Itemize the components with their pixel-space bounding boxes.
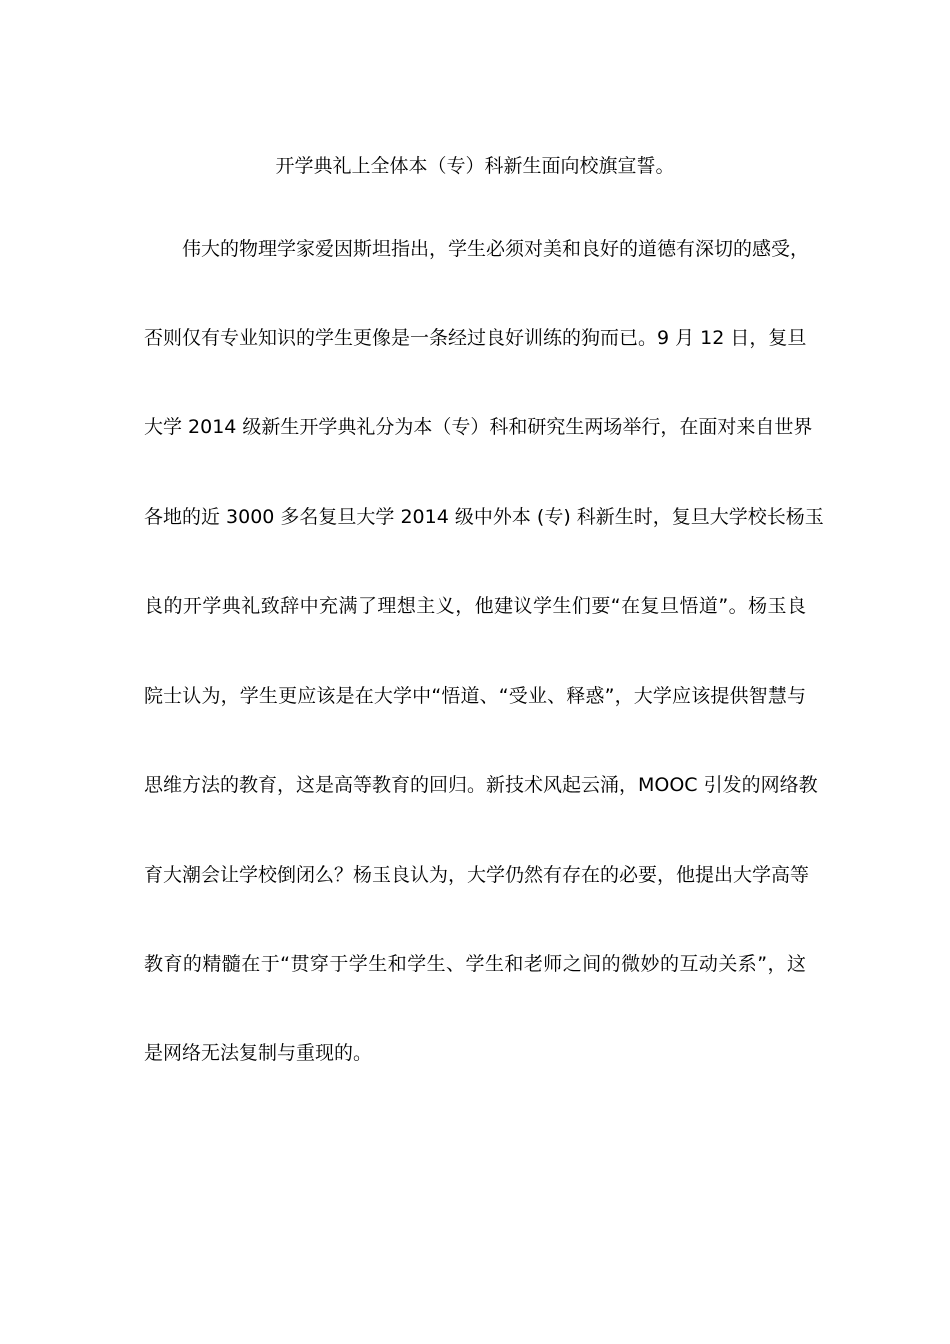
paragraph-line-7: 思维方法的教育，这是高等教育的回归。新技术风起云涌，MOOC 引发的网络教 — [144, 774, 818, 796]
paragraph-line-5: 良的开学典礼致辞中充满了理想主义，他建议学生们要“在复旦悟道”。杨玉良 — [144, 595, 806, 617]
paragraph-line-1: 伟大的物理学家爱因斯坦指出，学生必须对美和良好的道德有深切的感受， — [182, 238, 810, 260]
paragraph-line-9: 教育的精髓在于“贯穿于学生和学生、学生和老师之间的微妙的互动关系”，这 — [144, 953, 806, 975]
paragraph-line-6: 院士认为，学生更应该是在大学中“悟道、“受业、释惑”，大学应该提供智慧与 — [144, 685, 806, 707]
paragraph-line-8: 育大潮会让学校倒闭么？杨玉良认为，大学仍然有存在的必要，他提出大学高等 — [144, 864, 810, 886]
paragraph-line-2: 否则仅有专业知识的学生更像是一条经过良好训练的狗而已。9 月 12 日，复旦 — [144, 327, 807, 349]
paragraph-line-10: 是网络无法复制与重现的。 — [144, 1042, 373, 1064]
paragraph-line-4: 各地的近 3000 多名复旦大学 2014 级中外本 (专) 科新生时，复旦大学校长杨玉 — [144, 506, 824, 528]
paragraph-line-3: 大学 2014 级新生开学典礼分为本（专）科和研究生两场举行，在面对来自世界 — [144, 416, 813, 438]
photo-caption: 开学典礼上全体本（专）科新生面向校旗宣誓。 — [275, 155, 675, 177]
